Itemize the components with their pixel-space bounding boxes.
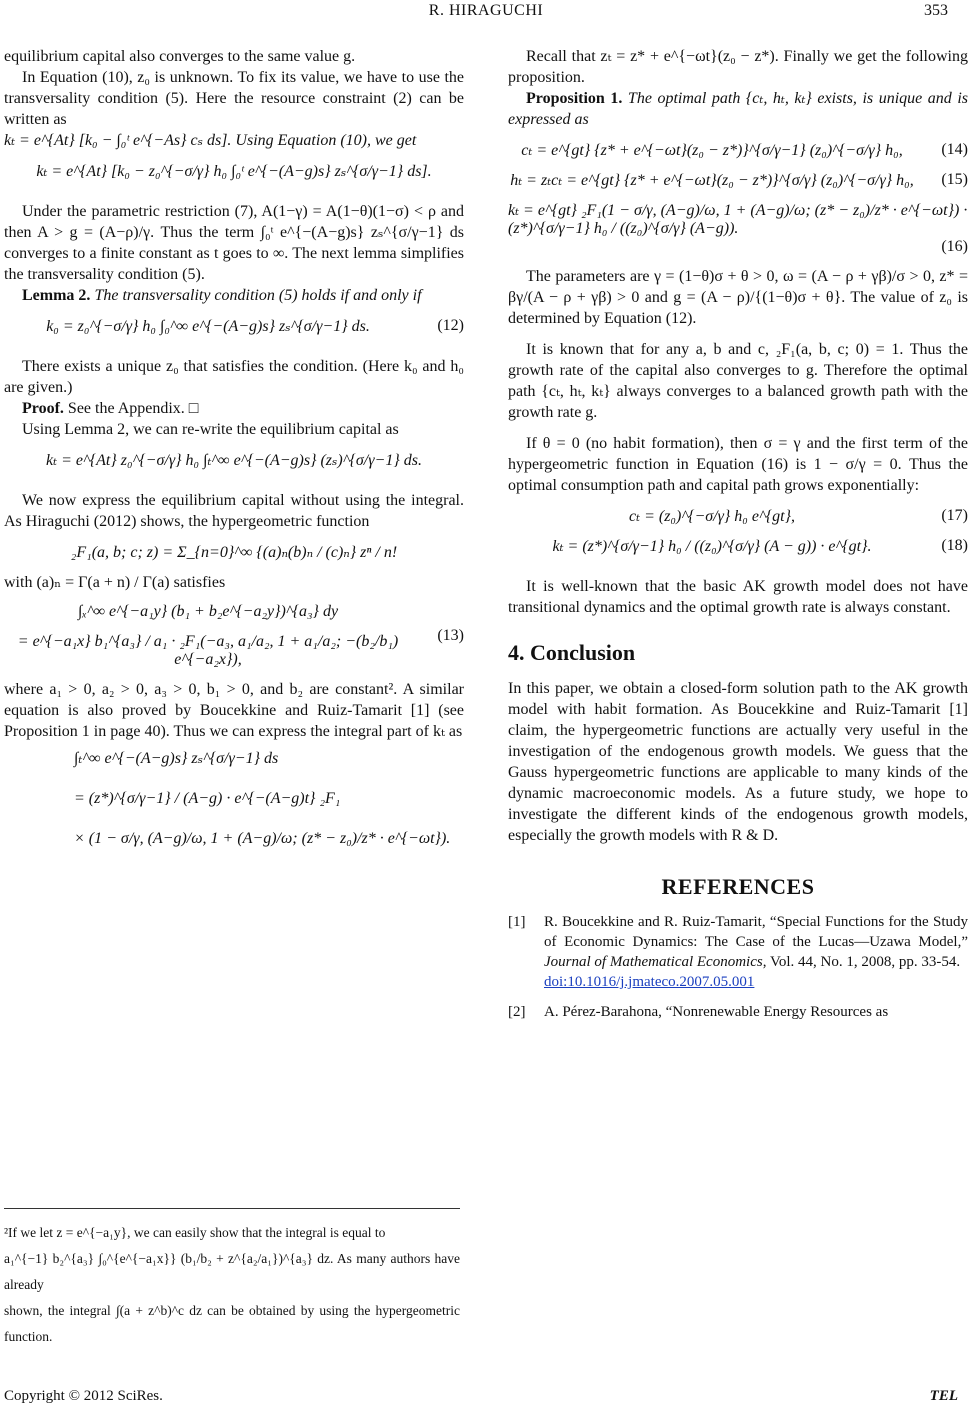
equation-body: kₜ = e^{gt} ₂F₁(1 − σ/γ, (A−g)/ω, 1 + (A−g)/ω; (z* − z₀)/z* · e^{−ωt}) · (z*)^{σ/γ−1} h₀ / ((z₀)^{σ/γ} (A−g)). <box>508 202 968 237</box>
paragraph: where a₁ > 0, a₂ > 0, a₃ > 0, b₁ > 0, and b₂ are constant². A similar equation is also proved by Boucekkine and Ruiz-Tamarit [1] (see Proposition 1 in page 40). Thus we can express the integral part of kₜ as <box>4 681 464 740</box>
equation <box>4 161 464 181</box>
equation-body: cₜ = e^{gt} {z* + e^{−ωt}(z₀ − z*)}^{σ/γ−1} (z₀)^{−σ/γ} h₀, <box>521 142 903 159</box>
equation-number: (17) <box>941 507 968 524</box>
reference-authors-title: A. Pérez-Barahona, “Nonrenewable Energy Resources as <box>544 1004 889 1020</box>
copyright: Copyright © 2012 SciRes. <box>4 1388 163 1404</box>
equation-18 <box>508 536 968 556</box>
paragraph: We now express the equilibrium capital without using the integral. As Hiraguchi (2012) shows, the hypergeometric function <box>4 492 464 530</box>
right-column <box>508 46 968 1032</box>
paragraph: Under the parametric restriction (7), A(1−γ) = A(1−θ)(1−σ) < ρ and then A > g = (A−ρ)/γ. Thus the term ∫₀ᵗ e^{−(A−g)s} zₛ^{σ/γ−1} ds converges to a finite constant as t goes to ∞. The next lemma simplifies the transversality condition (5). <box>4 203 464 283</box>
paragraph: Recall that zₜ = z* + e^{−ωt}(z₀ − z*). Finally we get the following proposition. <box>508 48 968 86</box>
reference-details: , Vol. 44, No. 1, 2008, pp. 33-54. <box>762 954 961 970</box>
equation-inline: kₜ = e^{At} [k₀ − ∫₀ᵗ e^{−As} cₛ ds]. Using Equation (10), we get <box>4 132 417 149</box>
equation-number: (13) <box>437 627 464 644</box>
footnote-rule <box>4 1208 460 1209</box>
page-footer <box>0 1388 972 1412</box>
paragraph: Using Lemma 2, we can re-write the equilibrium capital as <box>22 421 399 438</box>
equation-number: (18) <box>941 537 968 554</box>
section-heading: 4. Conclusion <box>508 640 636 665</box>
equation-12 <box>4 316 464 336</box>
paragraph: It is well-known that the basic AK growth model does not have transitional dynamics and the optimal growth rate is always constant. <box>508 578 968 616</box>
reference-authors-title: R. Boucekkine and R. Ruiz-Tamarit, “Special Functions for the Study of Economic Dynamics: The Case of the Lucas—Uzawa Model,” <box>544 914 968 950</box>
equation-body: kₜ = e^{At} [k₀ − z₀^{−σ/γ} h₀ ∫₀ᵗ e^{−(A−g)s} zₛ^{σ/γ−1} ds]. <box>36 163 432 180</box>
equation-14 <box>508 140 968 160</box>
equation-13 <box>4 603 464 669</box>
reference-text <box>544 912 968 992</box>
reference-doi-link[interactable]: doi:10.1016/j.jmateco.2007.05.001 <box>544 974 755 990</box>
page-number: 353 <box>924 2 948 19</box>
paragraph: There exists a unique z₀ that satisfies the condition. (Here k₀ and h₀ are given.) <box>4 358 464 396</box>
equation <box>4 450 464 470</box>
proof-text: See the Appendix. □ <box>67 400 199 417</box>
reference-tag: [1] <box>508 914 526 930</box>
footnote-line: shown, the integral ∫(a + z^b)^c dz can be obtained by using the hypergeometric function. <box>4 1303 460 1344</box>
paragraph: with (a)ₙ = Γ(a + n) / Γ(a) satisfies <box>4 574 226 591</box>
equation-line: × (1 − σ/γ, (A−g)/ω, 1 + (A−g)/ω; (z* − z₀)/z* · e^{−ωt}). <box>74 830 451 847</box>
footnote-line: a₁^{−1} b₂^{a₃} ∫₀^{e^{−a₁x}} (b₁/b₂ + z^{a₂/a₁})^{a₃} dz. As many authors have already <box>4 1251 460 1292</box>
equation-17 <box>508 506 968 526</box>
equation-body <box>4 603 412 669</box>
paragraph: The parameters are γ = (1−θ)σ + θ > 0, ω = (A − ρ + γβ)/σ > 0, z* = βγ/(A − ρ + γβ) > 0 and g = (A − ρ)/{(1−θ)σ + θ}. The value of z₀ is determined by Equation (12). <box>508 268 968 327</box>
equation-16 <box>508 200 968 256</box>
footnote-line: ²If we let z = e^{−a₁y}, we can easily show that the integral is equal to <box>4 1225 386 1240</box>
reference-item <box>508 912 968 992</box>
equation-number: (15) <box>941 171 968 188</box>
lemma <box>4 285 464 306</box>
page-header <box>0 0 972 30</box>
proof-label: Proof. <box>22 400 64 417</box>
equation <box>4 542 464 562</box>
paragraph: It is known that for any a, b and c, ₂F₁(a, b, c; 0) = 1. Thus the growth rate of the capital also converges to g. Therefore the optimal path {cₜ, hₜ, kₜ} always converges to a balanced growth path with the growth rate g. <box>508 341 968 421</box>
equation-body: kₜ = (z*)^{σ/γ−1} h₀ / ((z₀)^{σ/γ} (A − g)) · e^{gt}. <box>552 538 872 555</box>
lemma-label: Lemma 2. <box>22 287 91 304</box>
reference-list <box>508 912 968 1022</box>
reference-text <box>544 1002 968 1022</box>
paragraph: If θ = 0 (no habit formation), then σ = γ and the first term of the hypergeometric function in Equation (16) is 1 − σ/γ = 0. Thus the optimal consumption path and capital path grows exponentially: <box>508 435 968 494</box>
equation-number: (12) <box>437 317 464 334</box>
equation-line: = (z*)^{σ/γ−1} / (A−g) · e^{−(A−g)t} ₂F₁ <box>74 790 341 807</box>
reference-tag: [2] <box>508 1004 526 1020</box>
paragraph: In this paper, we obtain a closed-form solution path to the AK growth model with habit formation. As Boucekkine and Ruiz-Tamarit [1] claim, the hypergeometric functions are actually very useful in the investigation of the endogenous growth models. We guess that the Gauss hypergeometric functions are applicable to many kinds of the dynamic macroeconomic models. As a future study, we hope to investigate the different kinds of the endogenous growth models, especially the growth models with R & D. <box>508 680 968 844</box>
equation-body: hₜ = zₜcₜ = e^{gt} {z* + e^{−ωt}(z₀ − z*)}^{σ/γ} (z₀)^{−σ/γ} h₀, <box>510 172 914 189</box>
equation-line: ∫ₓ^∞ e^{−a₁y} (b₁ + b₂e^{−a₂y})^{a₃} dy <box>77 603 339 620</box>
proposition-text: The optimal path {cₜ, hₜ, kₜ} exists, is unique and is expressed as <box>508 90 968 128</box>
equation-body: cₜ = (z₀)^{−σ/γ} h₀ e^{gt}, <box>629 508 795 525</box>
running-head-author: R. HIRAGUCHI <box>428 2 544 19</box>
proposition-label: Proposition 1. <box>526 90 623 107</box>
proposition <box>508 88 968 130</box>
journal-abbrev: TEL <box>929 1388 958 1404</box>
equation-line: ∫ₜ^∞ e^{−(A−g)s} zₛ^{σ/γ−1} ds <box>74 750 279 767</box>
left-column <box>4 46 464 856</box>
equation-line: = e^{−a₁x} b₁^{a₃} / a₁ · ₂F₁(−a₃, a₁/a₂, 1 + a₁/a₂; −(b₂/b₁) e^{−a₂x}), <box>17 633 399 668</box>
reference-journal: Journal of Mathematical Economics <box>544 954 763 970</box>
footnote <box>4 1220 460 1350</box>
proof <box>4 398 464 419</box>
paragraph: In Equation (10), z₀ is unknown. To fix its value, we have to use the transversality condition (5). Here the resource constraint (2) can be written as <box>4 69 464 128</box>
equation-body: k₀ = z₀^{−σ/γ} h₀ ∫₀^∞ e^{−(A−g)s} zₛ^{σ/γ−1} ds. <box>46 318 370 335</box>
reference-item <box>508 1002 968 1022</box>
equation-15 <box>508 170 968 190</box>
equation-body: kₜ = e^{At} z₀^{−σ/γ} h₀ ∫ₜ^∞ e^{−(A−g)s} (zₛ)^{σ/γ−1} ds. <box>46 452 422 469</box>
lemma-text: The transversality condition (5) holds if and only if <box>94 287 422 304</box>
references-heading: REFERENCES <box>661 874 815 899</box>
equation-body: ₂F₁(a, b; c; z) = Σ_{n=0}^∞ {(a)ₙ(b)ₙ / (c)ₙ} zⁿ / n! <box>70 544 398 561</box>
equation-number: (14) <box>941 141 968 158</box>
equation-integral <box>74 748 464 850</box>
equation-number: (16) <box>941 238 968 255</box>
paragraph: equilibrium capital also converges to the same value g. <box>4 48 356 65</box>
